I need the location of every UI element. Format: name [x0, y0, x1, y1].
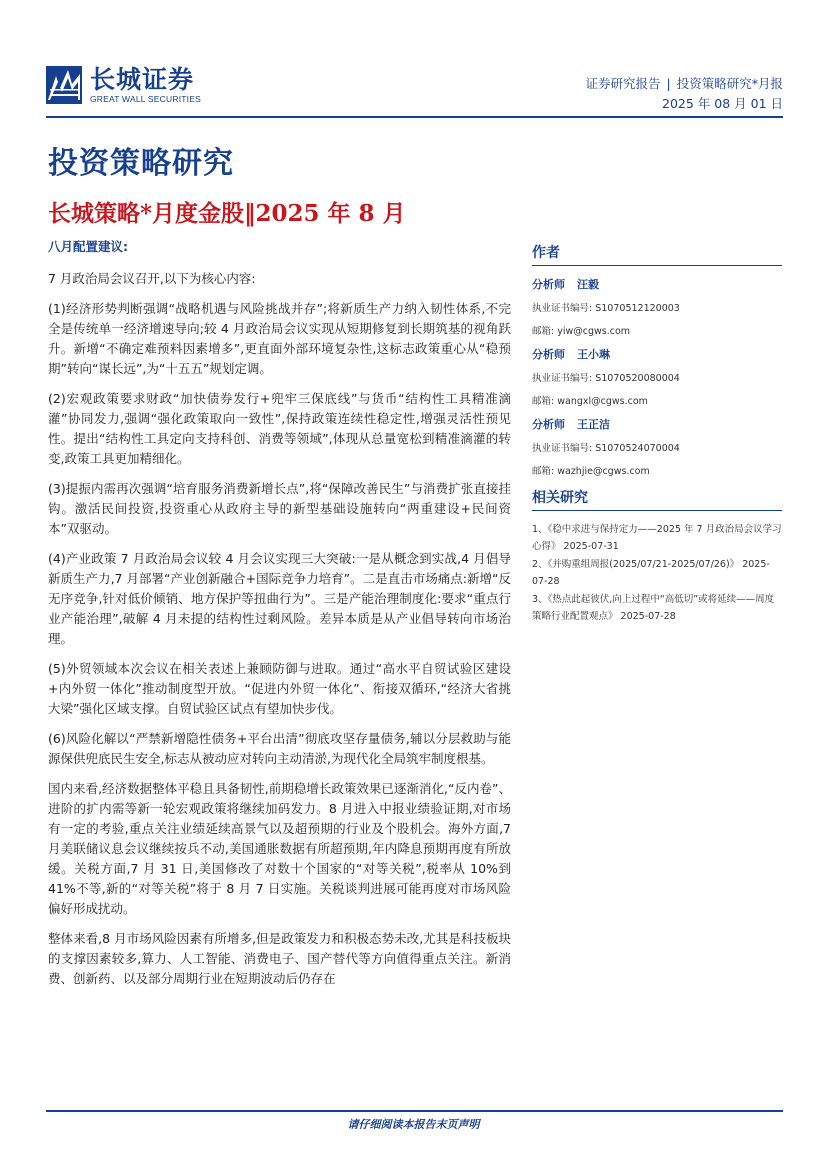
cert-number: S1070524070004: [595, 443, 680, 454]
email-address[interactable]: yiw@cgws.com: [557, 326, 631, 337]
paragraph: (2)宏观政策要求财政“加快债券发行+兜牢三保底线”与货币“结构性工具精准滴灌”协同发力,强调“强化政策取向一致性”,保持政策连续性稳定性,增强灵活性预见性。提出“结构性工具定向支持科创、消费等领域”,体现从总量宽松到精准滴灌的转变,政策工具更加精细化。: [48, 391, 511, 466]
header-divider-line: [46, 116, 783, 118]
related-date: 2025-07-31: [563, 541, 619, 552]
paragraph: 国内来看,经济数据整体平稳且具备韧性,前期稳增长政策效果已逐渐消化,“反内卷”、进阶的扩内需等新一轮宏观政策将继续加码发力。8 月进入中报业绩验证期,对市场有一定的考验,重点关注业绩延续高景气以及超预期的行业及个股机会。海外方面,7 月美联储议息会议继续按兵不动,美国通胀数据有所超预期,年内降息预期再度有所放缓。关税方面,7 月 31 日,美国修改了对数十个国家的“对等关税”,税率从 10%到 41%不等,新的“对等关税”将于 8 月 7 日实施。关税谈判进展可能再度对市场风险偏好形成扰动。: [48, 781, 511, 916]
analyst-name: 王正洁: [577, 418, 610, 431]
cert-number: S1070512120003: [595, 303, 680, 314]
paragraph: 7 月政治局会议召开,以下为核心内容:: [48, 271, 256, 286]
report-series: 投资策略研究*月报: [676, 76, 783, 91]
email-label: 邮箱:: [532, 466, 555, 477]
related-research: [532, 487, 782, 625]
report-date: 2025 年 08 月 01 日: [662, 96, 783, 111]
paragraph: (3)提振内需再次强调“培育服务消费新增长点”,将“保障改善民生”与消费扩张直接挂钩。激活民间投资,投资重心从政府主导的新型基础设施转向“两重建设+民间资本”双驱动。: [48, 481, 511, 536]
authors-title: 作者: [532, 242, 782, 266]
great-wall-logo-icon: [46, 66, 82, 104]
cert-label: 执业证书编号:: [532, 373, 593, 384]
related-report-link[interactable]: 1、《稳中求进与保持定力——2025 年 7 月政治局会议学习心得》 2025-07-31: [532, 524, 782, 552]
brand-name-cn: 长城证券: [90, 64, 195, 94]
paragraph: 整体来看,8 月市场风险因素有所增多,但是政策发力和积极态势未改,尤其是科技板块的支撑因素较多,算力、人工智能、消费电子、国产替代等方向值得重点关注。新消费、创新药、以及部分周期行业在短期波动后仍存在: [48, 931, 511, 986]
cert-number: S1070520080004: [595, 373, 680, 384]
paragraph: (5)外贸领域本次会议在相关表述上兼顾防御与进取。通过“高水平自贸试验区建设+内外贸一体化”推动制度型开放。“促进内外贸一体化”、衔接双循环,“经济大省挑大梁”强化区域支撑。自贸试验区试点有望加快步伐。: [48, 661, 511, 716]
cert-label: 执业证书编号:: [532, 303, 593, 314]
brand-logo: [46, 64, 236, 106]
related-title: 相关研究: [532, 487, 782, 511]
email-label: 邮箱:: [532, 326, 555, 337]
footer-divider-line: [46, 1110, 783, 1112]
header-divider: |: [666, 76, 671, 91]
analyst-card: [532, 276, 782, 337]
report-type: 证券研究报告: [585, 76, 661, 91]
analyst-name: 王小琳: [577, 348, 610, 361]
analyst-card: [532, 416, 782, 477]
sidebar: [532, 242, 782, 626]
report-header-meta: [586, 74, 784, 114]
main-content: [48, 237, 511, 999]
cert-label: 执业证书编号:: [532, 443, 593, 454]
related-date: 2025-07-28: [620, 611, 676, 622]
paragraph: (6)风险化解以“严禁新增隐性债务+平台出清”彻底攻坚存量债务,辅以分层救助与能源保供兜底民生安全,标志从被动应对转向主动清淤,为现代化全局筑牢制度根基。: [48, 731, 511, 766]
analyst-label: 分析师: [532, 278, 565, 291]
related-report-link[interactable]: 2、《并购重组周报(2025/07/21-2025/07/26)》 2025-07-28: [532, 559, 770, 587]
analyst-name: 汪毅: [577, 278, 599, 291]
footer-disclaimer: 请仔细阅读本报告末页声明: [347, 1118, 480, 1131]
paragraph: (1)经济形势判断强调“战略机遇与风险挑战并存”;将新质生产力纳入韧性体系,不完全是传统单一经济增速导向;较 4 月政治局会议实现从短期修复到长期筑基的视角跃升。新增“不确定难预料因素增多”,更直面外部环境复杂性,这标志政策重心从“稳预期”转向“谋长远”,为“十五五”规划定调。: [48, 301, 511, 376]
report-title: 长城策略*月度金股‖2025 年 8 月: [48, 200, 406, 227]
related-report-link[interactable]: 3、《热点此起彼伏,向上过程中“高低切”或将延续——周度策略行业配置观点》 2025-07-28: [532, 594, 775, 622]
email-label: 邮箱:: [532, 396, 555, 407]
report-category: 投资策略研究: [48, 146, 234, 181]
related-date: 2025-07-28: [532, 559, 770, 587]
analyst-label: 分析师: [532, 418, 565, 431]
analyst-card: [532, 346, 782, 407]
email-address[interactable]: wangxl@cgws.com: [557, 396, 648, 407]
section-heading: 八月配置建议:: [48, 239, 128, 254]
email-address[interactable]: wazhjie@cgws.com: [557, 466, 650, 477]
brand-name-en: GREAT WALL SECURITIES: [90, 93, 201, 104]
analyst-label: 分析师: [532, 348, 565, 361]
paragraph: (4)产业政策 7 月政治局会议较 4 月会议实现三大突破:一是从概念到实战,4 月倡导新质生产力,7 月部署“产业创新融合+国际竞争力培育”。二是直击市场痛点:新增“反无序竞争,针对低价倾销、地方保护等扭曲行为”。三是产能治理制度化:要求“重点行业产能治理”,破解 4 月未提的结构性过剩风险。差异本质是从产业倡导转向市场治理。: [48, 551, 511, 646]
